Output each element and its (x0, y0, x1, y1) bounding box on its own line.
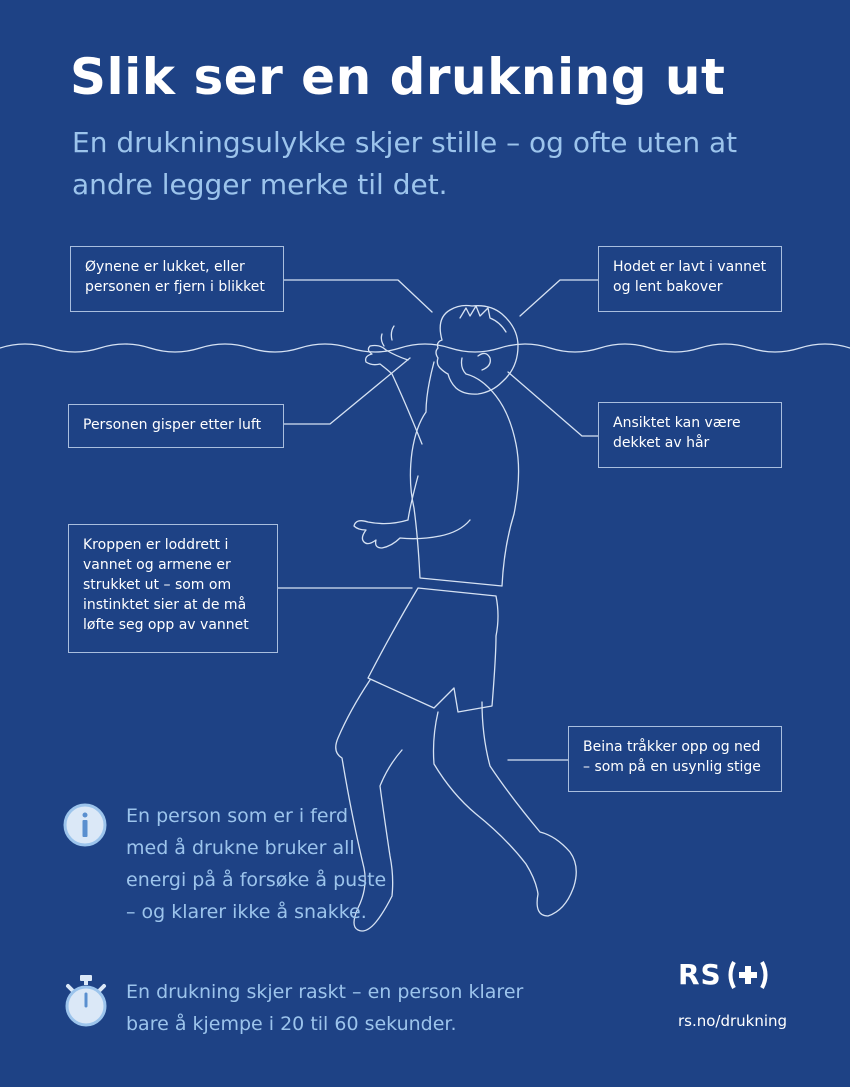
gasp-marks (381, 326, 394, 346)
water-surface (0, 344, 850, 352)
leader-head (520, 280, 598, 316)
website-link[interactable]: rs.no/drukning (678, 1012, 788, 1030)
info-icon (62, 802, 108, 848)
stopwatch-icon (62, 974, 110, 1028)
figure-hair (460, 306, 506, 332)
callout-legs: Beina tråkker opp og ned – som på en usynlig stige (568, 726, 782, 792)
info-time-text: En drukning skjer raskt – en person klarer bare å kjempe i 20 til 60 sekunder. (126, 981, 524, 1035)
callout-gasp: Personen gisper etter luft (68, 404, 284, 448)
logo-text: RS (678, 958, 722, 991)
figure-head (436, 306, 518, 395)
info-energy-text: En person som er i ferd med å drukne bruker all energi på å forsøke å puste – og klarer ikke å snakke. (126, 805, 387, 923)
callout-face: Ansiktet kan være dekket av hår (598, 402, 782, 468)
rs-logo (678, 958, 771, 991)
figure-ear (478, 353, 490, 370)
callout-eyes: Øynene er lukket, eller personen er fjern i blikket (70, 246, 284, 312)
page-title: Slik ser en drukning ut (70, 48, 726, 106)
figure-right-arm (354, 476, 470, 548)
leader-eyes (284, 280, 432, 312)
figure-left-arm (366, 346, 422, 445)
leader-face (508, 372, 598, 436)
page-subtitle: En drukningsulykke skjer stille – og ofte uten at andre legger merke til det. (72, 126, 738, 201)
figure-shorts (368, 588, 498, 712)
leader-gasp (284, 358, 410, 424)
cross-icon (725, 960, 771, 990)
callout-head: Hodet er lavt i vannet og lent bakover (598, 246, 782, 312)
figure-right-leg (434, 702, 577, 916)
callout-body: Kroppen er loddrett i vannet og armene er strukket ut – som om instinktet sier at de må løfte seg opp av vannet (68, 524, 278, 653)
